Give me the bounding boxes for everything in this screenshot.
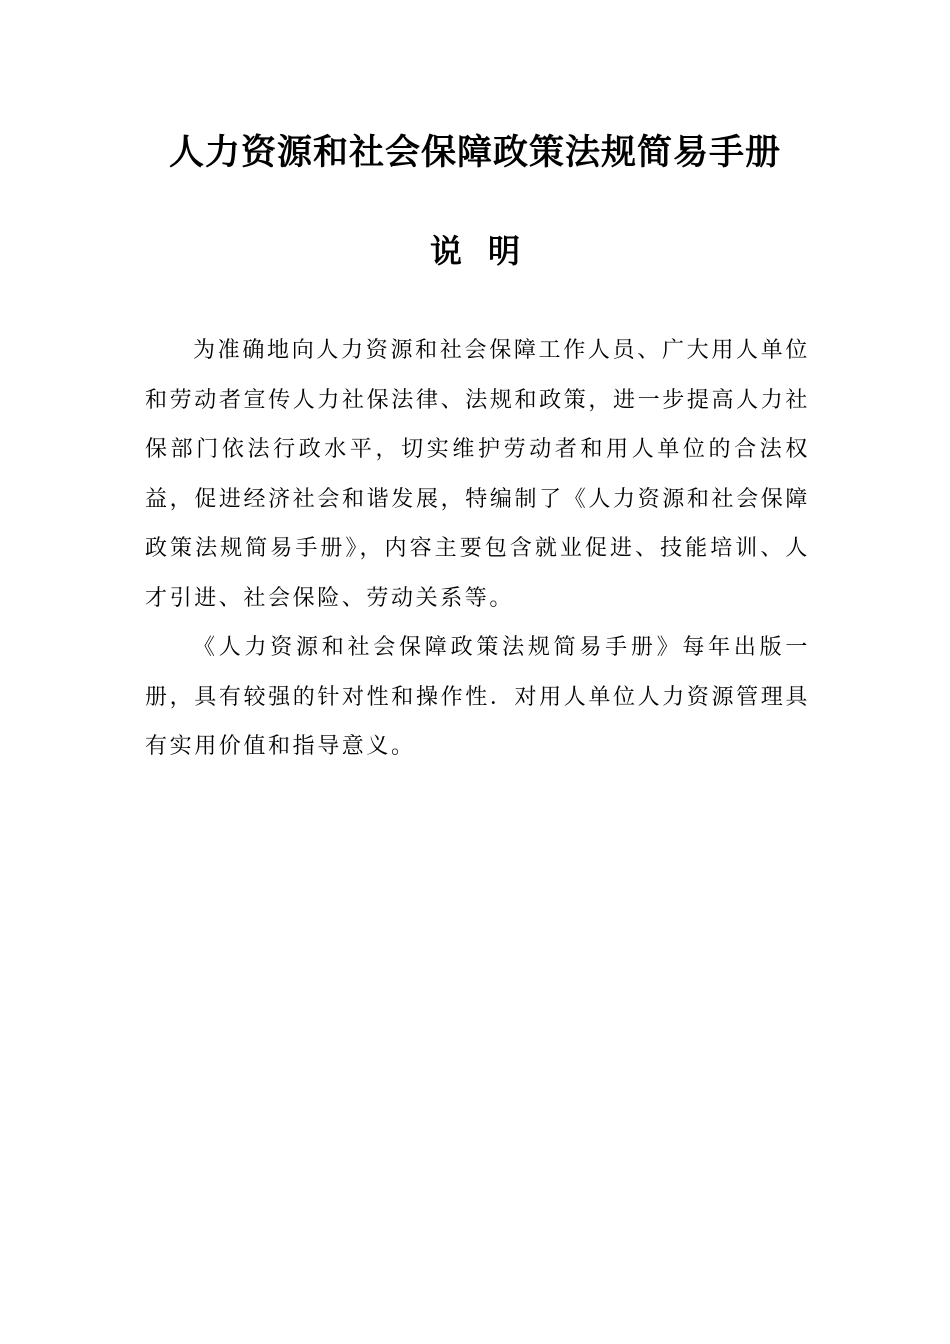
paragraph-1: 为准确地向人力资源和社会保障工作人员、广大用人单位和劳动者宣传人力社保法律、法规和政策，进一步提高人力社保部门依法行政水平，切实维护劳动者和用人单位的合法权益，促进经济社会和谐发展，特编制了《人力资源和社会保障政策法规简易手册》，内容主要包含就业促进、技能培训、人才引进、社会保险、劳动关系等。 xyxy=(145,338,810,611)
section-heading-right: 明 xyxy=(488,232,521,270)
section-heading-left: 说 xyxy=(429,232,462,270)
paragraph-2: 《人力资源和社会保障政策法规简易手册》每年出版一册，具有较强的针对性和操作性．对用人单位人力资源管理具有实用价值和指导意义。 xyxy=(145,635,810,759)
document-title: 人力资源和社会保障政策法规简易手册 xyxy=(168,132,781,173)
body-text xyxy=(145,326,810,772)
section-heading xyxy=(0,226,950,276)
